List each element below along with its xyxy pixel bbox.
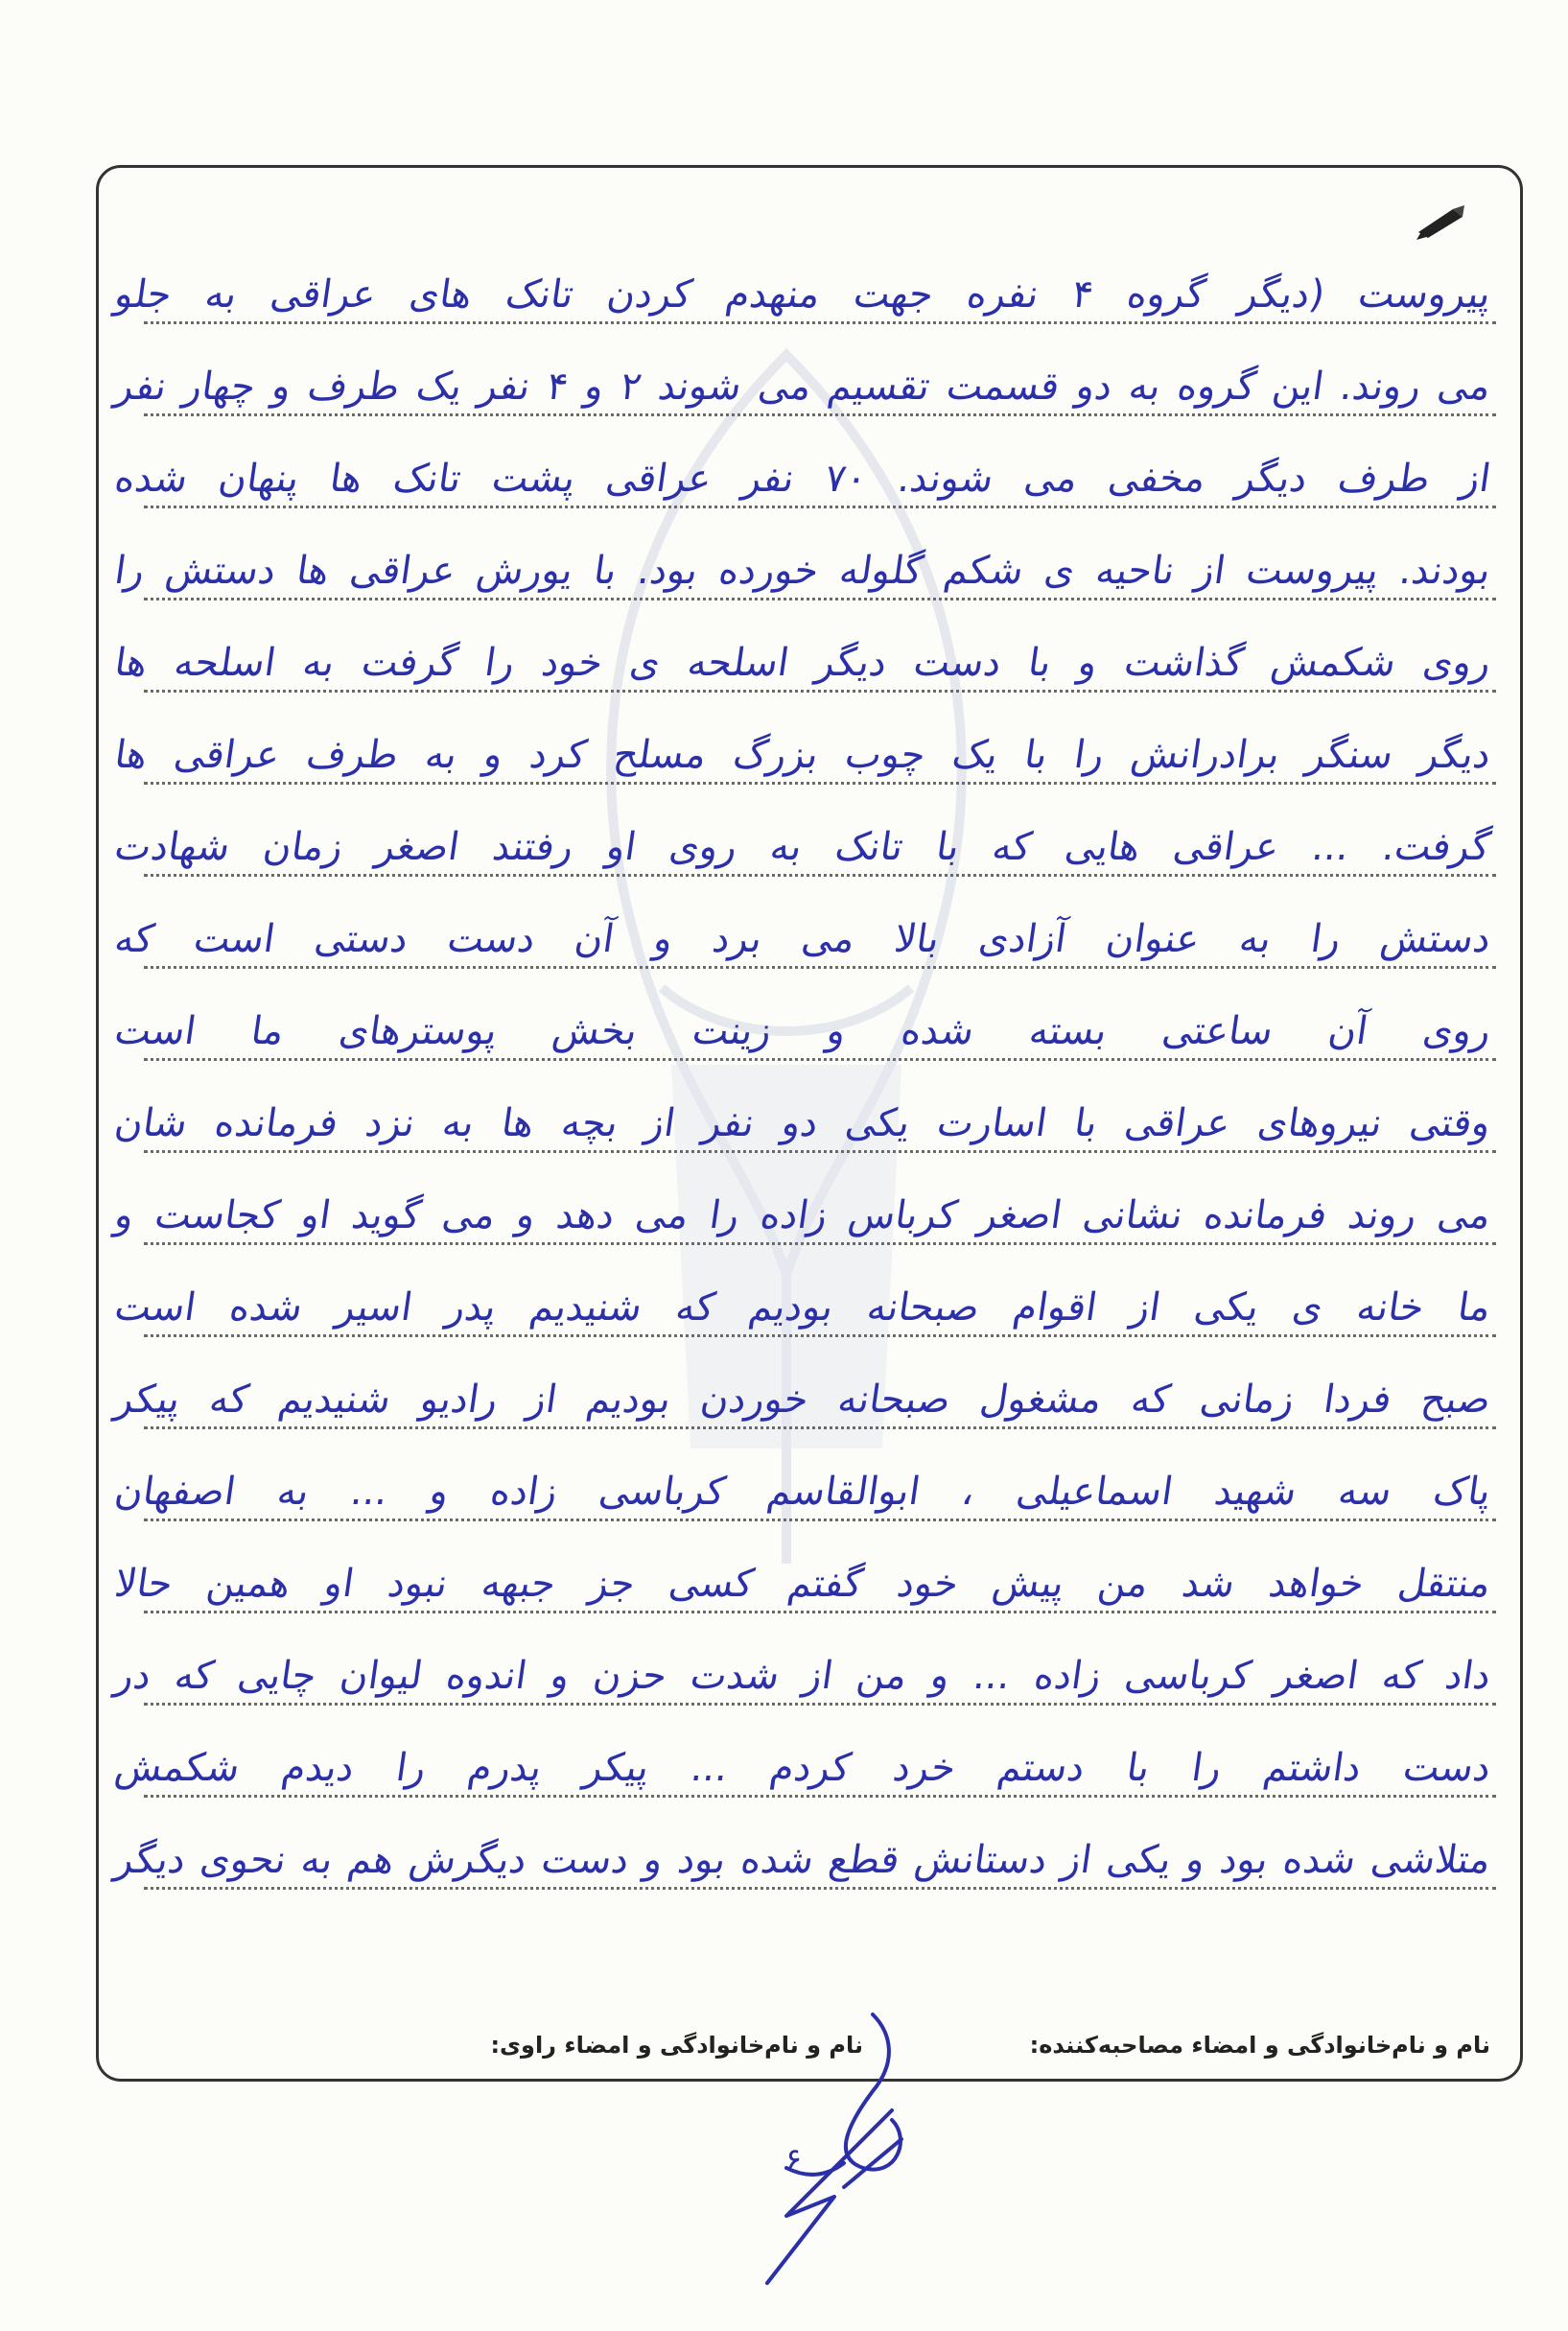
handwritten-line: منتقل خواهد شد من پیش خود گفتم کسی جز جبهه نبود او همین حالا <box>111 1562 1494 1606</box>
text-line <box>111 603 1496 693</box>
text-line <box>111 695 1496 785</box>
handwritten-line: متلاشی شده بود و یکی از دستانش قطع شده بود و دست دیگرش هم به نحوی دیگر <box>111 1838 1494 1882</box>
text-line <box>111 1156 1496 1245</box>
handwritten-line: دستش را به عنوان آزادی بالا می برد و آن دست دستی است که <box>111 917 1494 961</box>
page-number: ۶ <box>784 2141 803 2179</box>
handwritten-line: دیگر سنگر برادرانش را با یک چوب بزرگ مسلح کرد و به طرف عراقی ها <box>111 733 1494 777</box>
handwritten-line: گرفت. ... عراقی هایی که با تانک به روی او رفتند اصغر زمان شهادت <box>111 825 1494 869</box>
text-line <box>111 511 1496 600</box>
text-line <box>111 327 1496 416</box>
text-line <box>111 1708 1496 1798</box>
text-line <box>111 1616 1496 1706</box>
handwritten-line: روی شکمش گذاشت و با دست دیگر اسلحه ی خود را گرفت به اسلحه ها <box>111 641 1494 685</box>
handwritten-line: وقتی نیروهای عراقی با اسارت یکی دو نفر از بچه ها به نزد فرمانده شان <box>111 1101 1494 1145</box>
handwritten-text-block <box>111 235 1496 1893</box>
interviewer-signature-label: نام و نام‌خانوادگی و امضاء مصاحبه‌کننده: <box>1029 2032 1490 2059</box>
handwritten-line: داد که اصغر کرباسی زاده ... و من از شدت حزن و اندوه لیوان چایی که در <box>111 1654 1494 1698</box>
text-line <box>111 1524 1496 1613</box>
handwritten-line: می روند فرمانده نشانی اصغر کرباس زاده را می دهد و می گوید او کجاست و <box>111 1193 1494 1237</box>
handwritten-line: می روند. این گروه به دو قسمت تقسیم می شوند ۲ و ۴ نفر یک طرف و چهار نفر <box>111 365 1494 409</box>
handwritten-line: دست داشتم را با دستم خرد کردم ... پیکر پدرم را دیدم شکمش <box>111 1746 1494 1790</box>
handwritten-signature <box>729 1995 959 2302</box>
handwritten-line: پیروست (دیگر گروه ۴ نفره جهت منهدم کردن تانک های عراقی به جلو <box>111 272 1494 317</box>
narrator-signature-label: نام و نام‌خانوادگی و امضاء راوی: <box>490 2032 863 2059</box>
text-line <box>111 788 1496 877</box>
handwritten-line: پاک سه شهید اسماعیلی ، ابوالقاسم کرباسی زاده و ... به اصفهان <box>111 1470 1494 1514</box>
text-line <box>111 1801 1496 1890</box>
text-line <box>111 1340 1496 1429</box>
handwritten-line: ما خانه ی یکی از اقوام صبحانه بودیم که شنیدیم پدر اسیر شده است <box>111 1285 1494 1330</box>
text-line <box>111 1432 1496 1521</box>
text-line <box>111 880 1496 969</box>
handwritten-line: از طرف دیگر مخفی می شوند. ۷۰ نفر عراقی پشت تانک ها پنهان شده <box>111 457 1494 501</box>
text-line <box>111 235 1496 324</box>
text-line <box>111 1248 1496 1337</box>
text-line <box>111 972 1496 1061</box>
handwritten-line: صبح فردا زمانی که مشغول صبحانه خوردن بودیم از رادیو شنیدیم که پیکر <box>111 1377 1494 1422</box>
text-line <box>111 419 1496 508</box>
text-line <box>111 1064 1496 1153</box>
handwritten-line: روی آن ساعتی بسته شده و زینت بخش پوسترهای ما است <box>111 1009 1494 1053</box>
handwritten-line: بودند. پیروست از ناحیه ی شکم گلوله خورده بود. با یورش عراقی ها دستش را <box>111 549 1494 593</box>
